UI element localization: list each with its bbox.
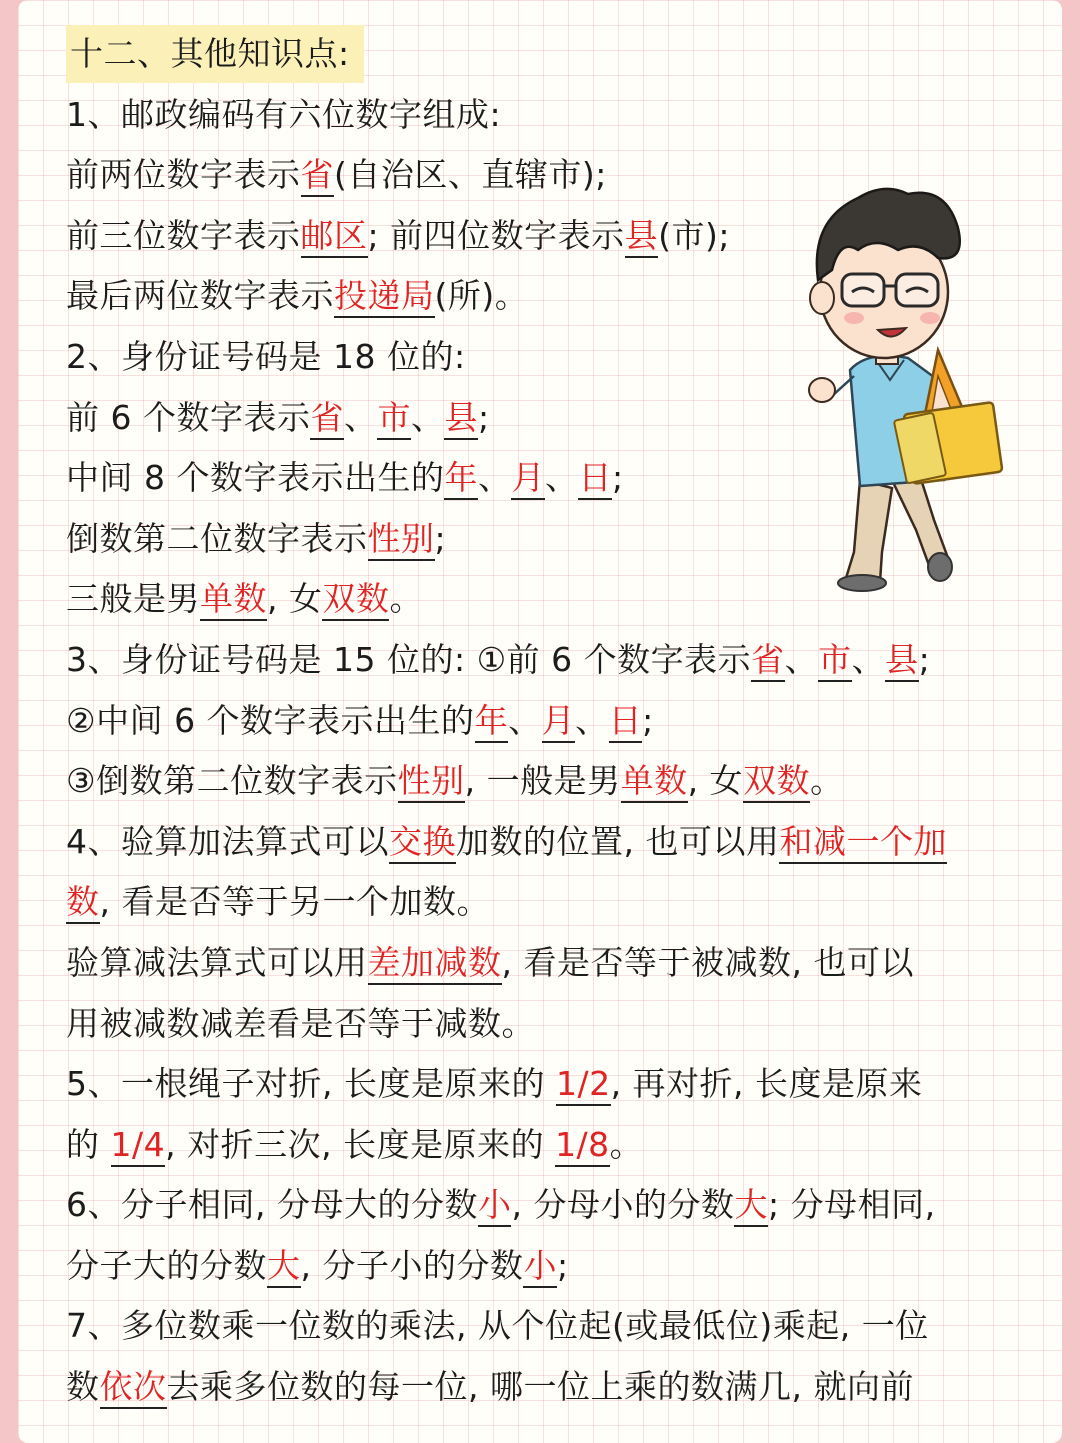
note-line (66, 933, 1026, 994)
note-text: 4、验算加法算式可以 (66, 821, 389, 861)
note-text: 的 (66, 1124, 111, 1164)
note-text: 前两位数字表示 (66, 155, 301, 195)
note-text: 、 (575, 700, 609, 740)
ear (810, 282, 834, 314)
note-text: ③倒数第二位数字表示 (66, 761, 398, 801)
answer-highlight: 市 (377, 398, 411, 440)
answer-highlight: 1/2 (556, 1064, 611, 1106)
note-text: (所)。 (434, 276, 529, 316)
note-line (66, 1115, 1026, 1176)
glasses-left-lens (842, 274, 884, 306)
answer-highlight: 单数 (200, 579, 267, 621)
note-text: ; (434, 518, 447, 558)
answer-highlight: 省 (751, 640, 785, 682)
answer-highlight: 月 (542, 701, 576, 743)
note-text: , 一般是男 (464, 761, 621, 801)
note-text: , 再对折, 长度是原来 (610, 1064, 923, 1104)
note-line (66, 751, 1026, 812)
note-text: , 对折三次, 长度是原来的 (165, 1124, 556, 1164)
note-text: 、 (544, 458, 579, 498)
note-text: 6、分子相同, 分母大的分数 (66, 1185, 478, 1225)
answer-highlight: 年 (475, 701, 509, 743)
note-text: (市); (658, 215, 730, 255)
answer-highlight: 小 (523, 1246, 557, 1288)
answer-highlight: 日 (578, 458, 612, 500)
answer-highlight: 小 (478, 1185, 512, 1227)
answer-highlight: 交换 (389, 822, 456, 864)
note-line (66, 872, 1026, 933)
answer-highlight: 性别 (398, 761, 465, 803)
note-text: 3、身份证号码是 15 位的: ①前 6 个数字表示 (66, 639, 752, 679)
section-heading-line (66, 24, 1026, 85)
blush-left (844, 312, 864, 324)
answer-highlight: 依次 (100, 1367, 167, 1409)
blush-right (920, 312, 940, 324)
note-text: , 女 (267, 579, 323, 619)
note-text: 数 (66, 1367, 100, 1407)
note-line (66, 630, 1026, 691)
note-line (66, 1296, 1026, 1357)
note-text: , 女 (687, 761, 744, 801)
note-text: 2、身份证号码是 18 位的: (66, 336, 466, 376)
note-text: 5、一根绳子对折, 长度是原来的 (66, 1064, 556, 1104)
note-text: 前三位数字表示 (66, 215, 301, 255)
note-line (66, 691, 1026, 752)
note-text: (自治区、直辖市); (334, 155, 607, 195)
answer-highlight: 1/4 (111, 1125, 166, 1167)
note-text: 倒数第二位数字表示 (66, 518, 368, 558)
answer-highlight: 年 (444, 458, 478, 500)
answer-highlight: 性别 (368, 519, 435, 561)
note-text: 用被减数减差看是否等于减数。 (66, 1003, 535, 1043)
note-line (66, 812, 1026, 873)
note-text: 验算减法算式可以用 (66, 942, 368, 982)
answer-highlight: 投递局 (334, 276, 435, 318)
note-text: , 分母小的分数 (511, 1185, 735, 1225)
answer-highlight: 数 (66, 882, 100, 924)
answer-highlight: 县 (444, 398, 478, 440)
note-text: 、 (343, 397, 378, 437)
note-text: 、 (851, 639, 886, 679)
note-text: ; (477, 397, 490, 437)
note-text: ②中间 6 个数字表示出生的 (66, 700, 475, 740)
note-text: , 看是否等于另一个加数。 (99, 882, 490, 922)
answer-highlight: 省 (310, 398, 344, 440)
note-text: ; (918, 639, 931, 679)
note-text: ; 分母相同, (767, 1185, 936, 1225)
left-leg (846, 480, 892, 582)
teacher-illustration (788, 180, 1010, 595)
note-line (66, 1236, 1026, 1297)
left-shoe (838, 575, 886, 591)
note-text: 。 (609, 1124, 644, 1164)
note-text: 、 (784, 639, 819, 679)
note-text: 分子大的分数 (66, 1245, 267, 1285)
note-text: 三般是男 (66, 579, 200, 619)
note-text: ; (556, 1245, 569, 1285)
note-text: ; (642, 700, 654, 740)
answer-highlight: 差加减数 (368, 943, 502, 985)
note-text: , 看是否等于被减数, 也可以 (501, 942, 914, 982)
note-line (66, 1175, 1026, 1236)
answer-highlight: 县 (885, 640, 919, 682)
note-text: 。 (389, 579, 423, 619)
answer-highlight: 大 (734, 1185, 768, 1227)
answer-highlight: 日 (609, 701, 643, 743)
answer-highlight: 双数 (322, 579, 389, 621)
answer-highlight: 邮区 (301, 216, 368, 258)
answer-highlight: 1/8 (555, 1125, 610, 1167)
note-text: 1、邮政编码有六位数字组成: (66, 94, 502, 134)
note-text: ; 前四位数字表示 (367, 215, 625, 255)
answer-highlight: 月 (511, 458, 545, 500)
note-text: 最后两位数字表示 (66, 276, 334, 316)
note-text: , 分子小的分数 (300, 1245, 524, 1285)
answer-highlight: 大 (267, 1246, 301, 1288)
answer-highlight: 省 (301, 155, 335, 197)
glasses-right-lens (896, 274, 938, 306)
note-text: 7、多位数乘一位数的乘法, 从个位起(或最低位)乘起, 一位 (66, 1306, 929, 1346)
note-text: 。 (810, 761, 844, 801)
note-text: 、 (410, 397, 445, 437)
answer-highlight: 和减一个加 (779, 822, 947, 864)
answer-highlight: 县 (625, 216, 659, 258)
answer-highlight: 双数 (743, 761, 810, 803)
note-text: 中间 8 个数字表示出生的 (66, 458, 445, 498)
note-text: 去乘多位数的每一位, 哪一位上乘的数满几, 就向前 (166, 1367, 914, 1407)
answer-highlight: 市 (818, 640, 852, 682)
note-line (66, 994, 1026, 1055)
note-text: ; (611, 458, 624, 498)
note-line (66, 1357, 1026, 1418)
note-text: 、 (508, 700, 542, 740)
answer-highlight: 单数 (621, 761, 688, 803)
note-line (66, 1054, 1026, 1115)
note-text: 加数的位置, 也可以用 (456, 821, 780, 861)
fist (809, 378, 835, 402)
section-heading: 十二、其他知识点: (66, 25, 364, 83)
note-line (66, 85, 1026, 146)
note-text: 、 (477, 458, 512, 498)
right-shoe (928, 553, 952, 581)
note-text: 前 6 个数字表示 (66, 397, 311, 437)
